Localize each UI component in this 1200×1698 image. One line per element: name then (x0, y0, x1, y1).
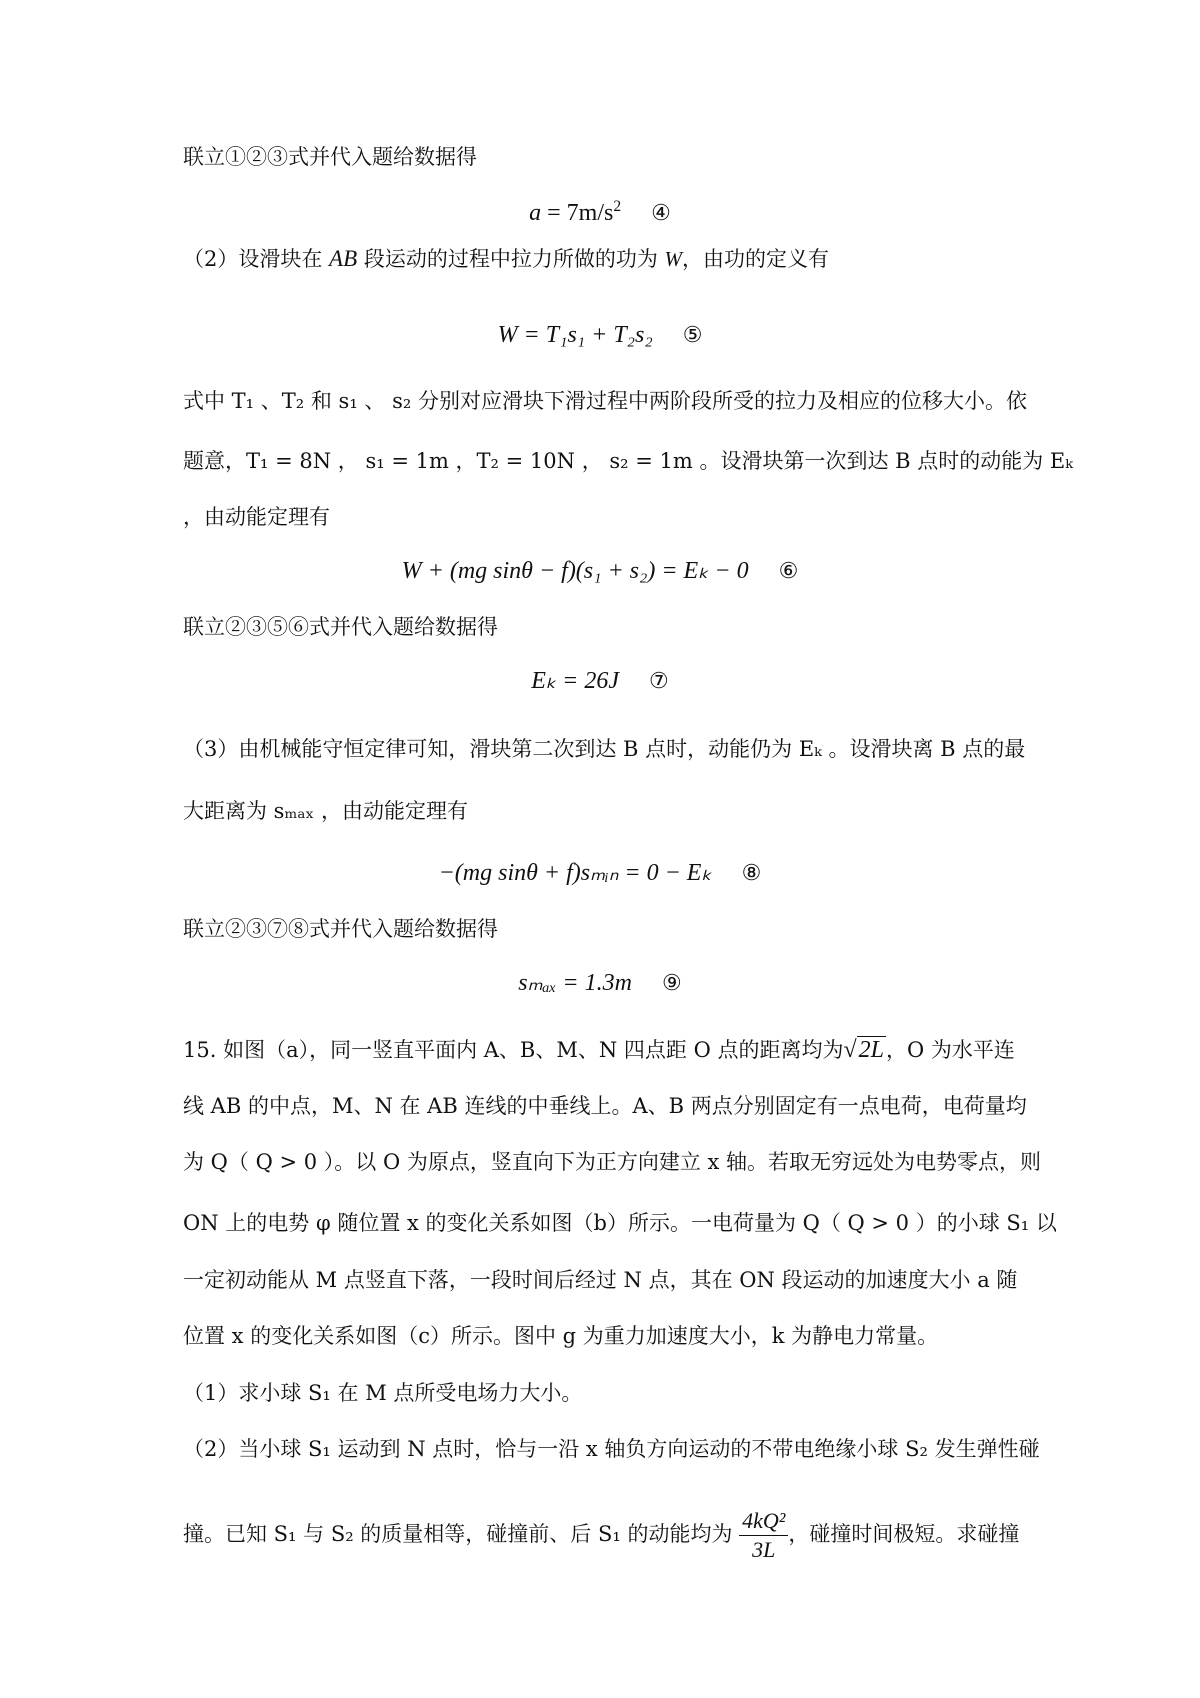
equation-number: ④ (651, 200, 671, 225)
text-line: ，由动能定理有 (183, 505, 330, 529)
equation-number: ⑧ (741, 860, 762, 885)
eq-symbol: a (529, 200, 542, 226)
text-line: 联立②③⑦⑧式并代入题给数据得 (183, 917, 498, 941)
equation-7 (0, 664, 1200, 698)
text-span: （2）设滑块在 (183, 247, 330, 271)
text-span: ，碰撞时间极短。求碰撞 (788, 1522, 1020, 1546)
equation-6 (0, 554, 1200, 588)
text-line: 题意，T₁ = 8N ， s₁ = 1m ，T₂ = 10N ， s₂ = 1m 。设滑块第一次到达 B 点时的动能为 Eₖ (183, 449, 1073, 473)
text-line: 位置 x 的变化关系如图（c）所示。图中 g 为重力加速度大小，k 为静电力常量。 (183, 1324, 939, 1348)
text-span: ，由功的定义有 (682, 247, 830, 271)
text-line: 联立②③⑤⑥式并代入题给数据得 (183, 615, 498, 639)
text-line: 一定初动能从 M 点竖直下落，一段时间后经过 N 点，其在 ON 段运动的加速度大小 a 随 (183, 1268, 1018, 1292)
equation-number: ⑨ (661, 970, 682, 995)
text-line (183, 244, 1033, 274)
text-line: 线 AB 的中点，M、N 在 AB 连线的中垂线上。A、B 两点分别固定有一点电荷，电荷量均 (183, 1094, 1027, 1118)
work-symbol: W (664, 247, 683, 271)
text-line: （2）当小球 S₁ 运动到 N 点时，恰与一沿 x 轴负方向运动的不带电绝缘小球 S₂ 发生弹性碰 (183, 1437, 1040, 1461)
equation-body: Eₖ = 26J (531, 668, 619, 694)
text-line: ON 上的电势 φ 随位置 x 的变化关系如图（b）所示。一电荷量为 Q（ Q > 0 ）的小球 S₁ 以 (183, 1211, 1057, 1235)
equation-4: $a = 7m/s^2$ ④ (529, 198, 671, 226)
text-line (183, 1504, 1033, 1564)
fraction-denominator: 3L (752, 1537, 776, 1562)
text-line: 式中 T₁ 、T₂ 和 s₁ 、 s₂ 分别对应滑块下滑过程中两阶段所受的拉力及相应的位移大小。依 (183, 389, 1027, 413)
text-line: （1）求小球 S₁ 在 M 点所受电场力大小。 (183, 1381, 583, 1405)
text-line: 为 Q（ Q > 0 ）。以 O 为原点，竖直向下为正方向建立 x 轴。若取无穷远处为电势零点，则 (183, 1150, 1042, 1174)
equation-number: ⑤ (682, 322, 703, 347)
text-line: （3）由机械能守恒定律可知，滑块第二次到达 B 点时，动能仍为 Eₖ 。设滑块离 B 点的最 (183, 737, 1026, 761)
text-span: ，O 为水平连 (886, 1038, 1015, 1062)
equation-number: ⑦ (649, 668, 669, 693)
text-span: 撞。已知 S₁ 与 S₂ 的质量相等，碰撞前、后 S₁ 的动能均为 (183, 1522, 733, 1546)
fraction-numerator: 4kQ² (739, 1507, 788, 1536)
equation-body: W + (mg sinθ − f)(s₁ + s₂) = Eₖ − 0 (401, 558, 749, 584)
equation-9 (0, 966, 1200, 1000)
equation-5 (0, 318, 1200, 352)
text-line (183, 1035, 1033, 1065)
text-span: 15. 如图（a），同一竖直平面内 A、B、M、N 四点距 O 点的距离均为 (183, 1038, 844, 1062)
radicand: 2L (858, 1037, 885, 1063)
text-line: 联立①②③式并代入题给数据得 (183, 145, 477, 169)
text-line: 大距离为 sₘₐₓ ，由动能定理有 (183, 799, 469, 823)
eq-value: = 7m/s (541, 200, 614, 226)
sqrt-expression: √2L (843, 1037, 885, 1063)
segment-label: AB (329, 246, 358, 271)
equation-body: sₘₐₓ = 1.3m (518, 970, 632, 996)
equation-body: W = T₁s₁ + T₂s₂ (497, 322, 653, 348)
text-span: 段运动的过程中拉力所做的功为 (357, 247, 665, 271)
equation-number: ⑥ (778, 558, 799, 583)
fraction (739, 1507, 788, 1564)
equation-8 (0, 856, 1200, 890)
equation-body: −(mg sinθ + f)sₘᵢₙ = 0 − Eₖ (438, 860, 712, 886)
